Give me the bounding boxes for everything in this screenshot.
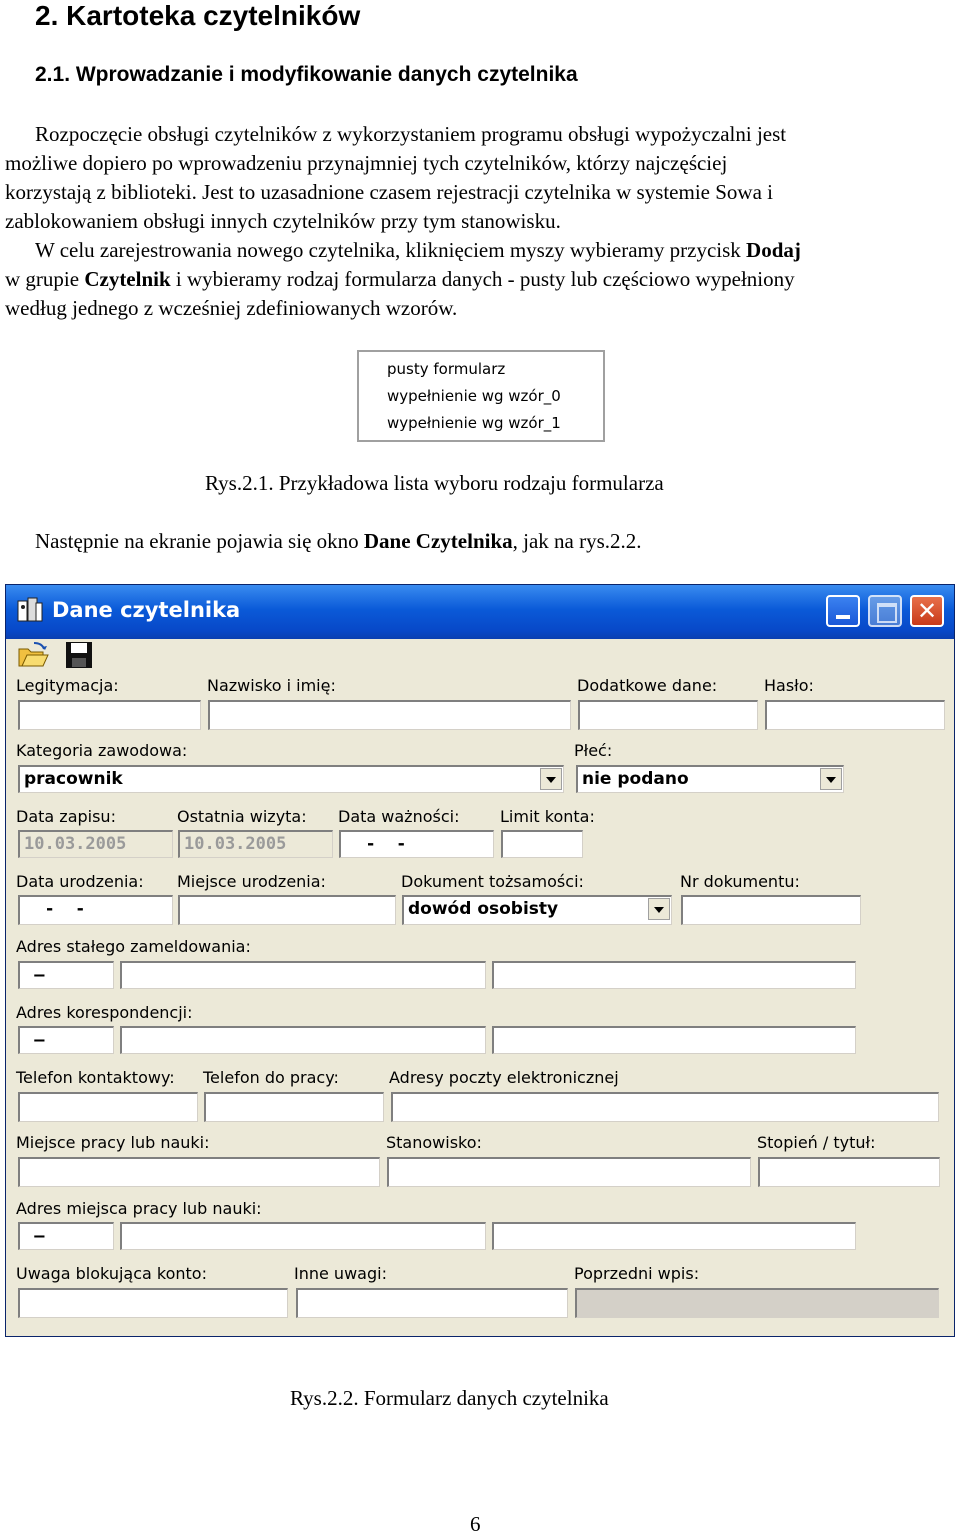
adresy-email-field[interactable] (391, 1092, 939, 1122)
kategoria-value: pracownik (24, 769, 123, 789)
limit-konta-field[interactable] (501, 830, 583, 858)
paragraph-line: korzystają z biblioteki. Jest to uzasadnione czasem rejestracji czytelnika w systemie Sowa i (5, 180, 773, 204)
label-data-zapisu: Data zapisu: (16, 807, 116, 826)
miejsce-urodzenia-field[interactable] (178, 895, 396, 925)
plec-select[interactable] (576, 765, 844, 793)
label-legitymacja: Legitymacja: (16, 676, 119, 695)
label-stanowisko: Stanowisko: (386, 1133, 482, 1152)
stanowisko-field[interactable] (387, 1157, 751, 1187)
text-span: i wybieramy rodzaj formularza danych - pusty lub częściowo wypełniony (170, 267, 795, 291)
adres-stalego-miejscowosc-field[interactable] (120, 961, 486, 989)
label-nr-dokumentu: Nr dokumentu: (680, 872, 800, 891)
open-folder-icon[interactable] (16, 639, 50, 671)
paragraph-line: możliwe dopiero po wprowadzeniu przynajmniej tych czytelników, którzy najczęściej (5, 151, 728, 175)
paragraph-2 (5, 236, 955, 323)
adres-koresp-ulica-field[interactable] (492, 1026, 856, 1054)
paragraph-line (5, 236, 955, 265)
reader-app-icon (16, 595, 44, 625)
label-inne-uwagi: Inne uwagi: (294, 1264, 387, 1283)
nazwisko-field[interactable] (208, 700, 571, 730)
label-uwaga: Uwaga blokująca konto: (16, 1264, 207, 1283)
paragraph-line (5, 265, 955, 294)
kategoria-select[interactable] (18, 765, 564, 793)
data-urodzenia-field[interactable]: - - (18, 895, 173, 925)
group-name-czytelnik: Czytelnik (84, 267, 171, 291)
telefon-praca-field[interactable] (204, 1092, 384, 1122)
inne-uwagi-field[interactable] (296, 1288, 568, 1318)
uwaga-field[interactable] (18, 1288, 288, 1318)
label-limit-konta: Limit konta: (500, 807, 595, 826)
telefon-kontaktowy-field[interactable] (18, 1092, 198, 1122)
text-span: , jak na rys.2.2. (512, 529, 642, 553)
label-kategoria: Kategoria zawodowa: (16, 741, 188, 760)
title-bar[interactable] (6, 585, 954, 639)
page-number: 6 (470, 1512, 481, 1536)
data-waznosci-field[interactable]: - - (339, 830, 494, 858)
label-haslo: Hasło: (764, 676, 814, 695)
dokument-select[interactable] (402, 895, 672, 925)
label-adres-stalego: Adres stałego zameldowania: (16, 937, 251, 956)
label-adresy-email: Adresy poczty elektronicznej (389, 1068, 619, 1087)
data-zapisu-field: 10.03.2005 (18, 830, 173, 858)
save-icon[interactable] (62, 639, 96, 671)
label-nazwisko: Nazwisko i imię: (207, 676, 336, 695)
label-plec: Płeć: (574, 741, 613, 760)
miejsce-pracy-field[interactable] (18, 1157, 380, 1187)
adres-pracy-miejscowosc-field[interactable] (120, 1222, 486, 1250)
adres-koresp-kod-field[interactable]: – (18, 1026, 114, 1054)
plec-value: nie podano (582, 769, 689, 789)
text-span: Następnie na ekranie pojawia się okno (35, 529, 364, 553)
list-item[interactable]: wypełnienie wg wzór_1 (387, 414, 561, 432)
maximize-icon (877, 603, 897, 623)
label-adres-pracy: Adres miejsca pracy lub nauki: (16, 1199, 262, 1218)
label-telefon-kontaktowy: Telefon kontaktowy: (16, 1068, 175, 1087)
label-telefon-praca: Telefon do pracy: (203, 1068, 339, 1087)
close-icon: ✕ (916, 597, 938, 625)
adres-stalego-kod-field[interactable]: – (18, 961, 114, 989)
legitymacja-field[interactable] (18, 700, 201, 730)
ostatnia-wizyta-field: 10.03.2005 (178, 830, 333, 858)
label-miejsce-urodzenia: Miejsce urodzenia: (177, 872, 326, 891)
chevron-down-icon[interactable] (820, 768, 842, 790)
paragraph-line: zablokowaniem obsługi innych czytelników przy tym stanowisku. (5, 209, 561, 233)
paragraph-line: Rozpoczęcie obsługi czytelników z wykorzystaniem programu obsługi wypożyczalni jest (35, 122, 787, 146)
minimize-icon (836, 615, 850, 619)
label-data-waznosci: Data ważności: (338, 807, 460, 826)
paragraph-line: według jednego z wcześniej zdefiniowanych wzorów. (5, 296, 458, 320)
label-dodatkowe: Dodatkowe dane: (577, 676, 718, 695)
window-name: Dane Czytelnika (363, 529, 513, 553)
adres-pracy-kod-field[interactable]: – (18, 1222, 114, 1250)
label-adres-koresp: Adres korespondencji: (16, 1003, 193, 1022)
chevron-down-icon[interactable] (540, 768, 562, 790)
adres-koresp-miejscowosc-field[interactable] (120, 1026, 486, 1054)
text-span: w grupie (5, 267, 85, 291)
list-item[interactable]: pusty formularz (387, 360, 506, 378)
window-title: Dane czytelnika (52, 598, 241, 622)
adres-pracy-ulica-field[interactable] (492, 1222, 856, 1250)
figure-caption-1: Rys.2.1. Przykładowa lista wyboru rodzaju formularza (205, 471, 664, 495)
button-name-dodaj: Dodaj (746, 238, 801, 262)
figure-caption-2: Rys.2.2. Formularz danych czytelnika (290, 1386, 609, 1410)
label-data-urodzenia: Data urodzenia: (16, 872, 144, 891)
paragraph-3 (35, 529, 642, 554)
label-miejsce-pracy: Miejsce pracy lub nauki: (16, 1133, 210, 1152)
minimize-button[interactable] (826, 595, 860, 627)
page-heading: 2. Kartoteka czytelników (35, 0, 361, 31)
chevron-down-icon[interactable] (648, 898, 670, 920)
dodatkowe-field[interactable] (578, 700, 758, 730)
section-heading: 2.1. Wprowadzanie i modyfikowanie danych czytelnika (35, 63, 578, 86)
poprzedni-wpis-field (575, 1288, 939, 1318)
form-type-list (357, 350, 605, 442)
stopien-field[interactable] (758, 1157, 940, 1187)
label-stopien: Stopień / tytuł: (757, 1133, 876, 1152)
close-button[interactable] (910, 595, 944, 627)
dokument-value: dowód osobisty (408, 899, 559, 919)
paragraph-1 (5, 120, 955, 236)
label-ostatnia-wizyta: Ostatnia wizyta: (177, 807, 307, 826)
adres-stalego-ulica-field[interactable] (492, 961, 856, 989)
haslo-field[interactable] (765, 700, 945, 730)
text-span: W celu zarejestrowania nowego czytelnika, kliknięciem myszy wybieramy przycisk (35, 238, 747, 262)
list-item[interactable]: wypełnienie wg wzór_0 (387, 387, 561, 405)
nr-dokumentu-field[interactable] (681, 895, 861, 925)
label-poprzedni: Poprzedni wpis: (574, 1264, 700, 1283)
reader-data-window (5, 584, 955, 1337)
maximize-button[interactable] (868, 595, 902, 627)
label-dokument: Dokument tożsamości: (401, 872, 584, 891)
